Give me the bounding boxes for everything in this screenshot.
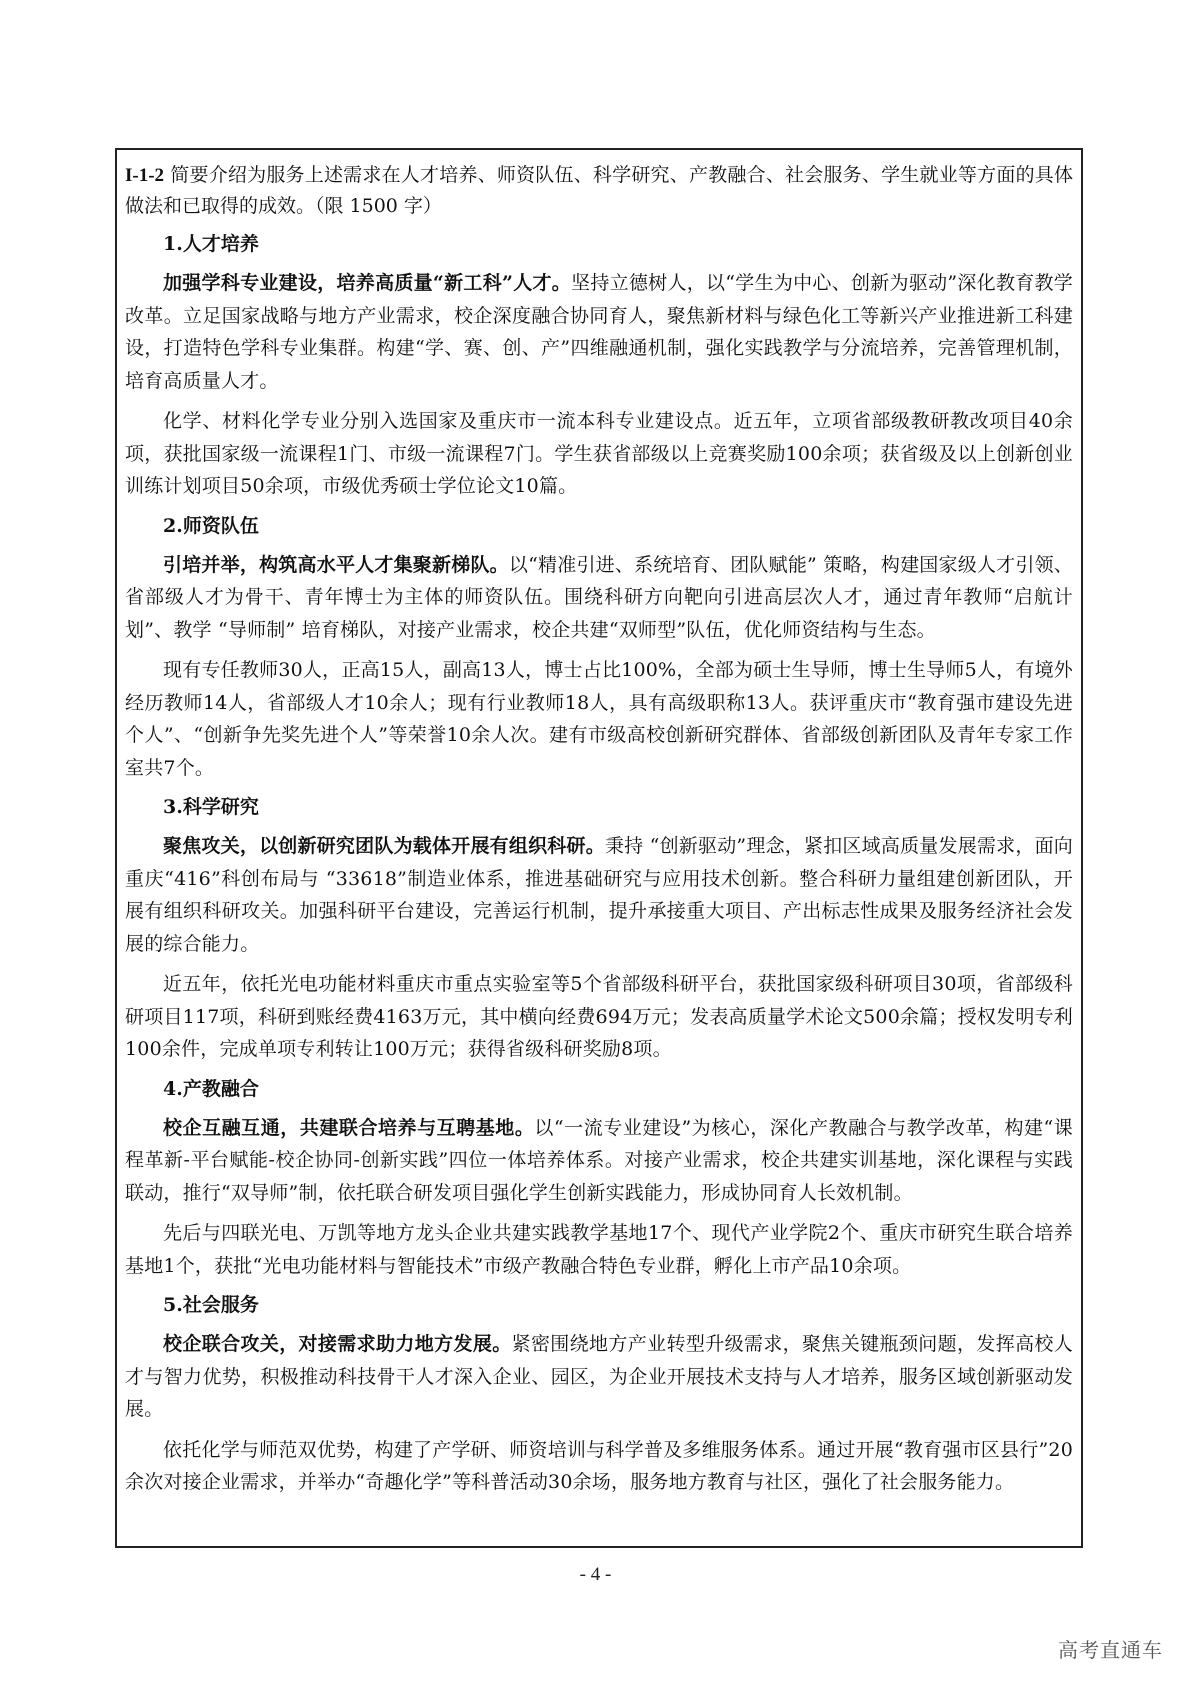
paragraph	[125, 1112, 1073, 1210]
paragraph	[125, 1328, 1073, 1426]
paragraph-lead: 聚焦攻关，以创新研究团队为载体开展有组织科研。	[163, 835, 605, 857]
paragraph	[125, 830, 1073, 960]
paragraph-text: 秉持 “创新驱动”理念，紧扣区域高质量发展需求，面向重庆“416”科创布局与 “33618”制造业体系，推进基础研究与应用技术创新。整合科研力量组建创新团队，开展有组织科研攻关。加强科研平台建设，完善运行机制，提升承接重大项目、产出标志性成果及服务经济社会发展的综合能力。	[125, 835, 1073, 955]
content-box	[115, 148, 1083, 1548]
paragraph	[125, 1434, 1073, 1499]
heading-faculty: 2.师资队伍	[163, 514, 259, 537]
paragraph-lead: 校企互融互通，共建联合培养与互聘基地。	[163, 1116, 535, 1139]
heading-industry-integration: 4.产教融合	[163, 1077, 259, 1100]
paragraph-text: 现有专任教师30人，正高15人，副高13人，博士占比100%，全部为硕士生导师，博士生导师5人，有境外经历教师14人，省部级人才10余人；现有行业教师18人，具有高级职称13人。获评重庆市“教育强市建设先进个人”、“创新争先奖先进个人”等荣誉10余人次。建有市级高校创新研究群体、省部级创新团队及青年专家工作室共7个。	[125, 659, 1073, 779]
paragraph-lead: 校企联合攻关，对接需求助力地方发展。	[163, 1333, 512, 1355]
paragraph-lead: 加强学科专业建设，培养高质量“新工科”人才。	[163, 272, 572, 294]
paragraph	[125, 1217, 1073, 1282]
paragraph-text: 依托化学与师范双优势，构建了产学研、师资培训与科学普及多维服务体系。通过开展“教育强市区县行”20余次对接企业需求，并举办“奇趣化学”等科普活动30余场，服务地方教育与社区，强化了社会服务能力。	[125, 1438, 1073, 1493]
heading-research: 3.科学研究	[163, 796, 259, 818]
watermark-text: 高考直通车	[1058, 1638, 1163, 1662]
paragraph-lead: 引培并举，构筑高水平人才集聚新梯队。	[163, 553, 509, 576]
section-intro-text: 简要介绍为服务上述需求在人才培养、师资队伍、科学研究、产教融合、社会服务、学生就业等方面的具体做法和已取得的成效。（限 1500 字）	[125, 164, 1073, 217]
paragraph	[125, 968, 1073, 1066]
paragraph-text: 坚持立德树人，以“学生为中心、创新为驱动”深化教育教学改革。立足国家战略与地方产业需求，校企深度融合协同育人，聚焦新材料与绿色化工等新兴产业推进新工科建设，打造特色学科专业集群。构建“学、赛、创、产”四维融通机制，强化实践教学与分流培养，完善管理机制，培育高质量人才。	[125, 272, 1073, 392]
paragraph-text: 以“一流专业建设”为核心，深化产教融合与教学改革，构建“课程革新-平台赋能-校企协同-创新实践”四位一体培养体系。对接产业需求，校企共建实训基地，深化课程与实践联动，推行“双导师”制，依托联合研发项目强化学生创新实践能力，形成协同育人长效机制。	[125, 1116, 1073, 1204]
heading-talent-cultivation: 1.人才培养	[163, 233, 259, 255]
section-intro	[125, 160, 1073, 221]
page-number: - 4 -	[579, 1564, 612, 1585]
paragraph	[125, 405, 1073, 503]
paragraph-text: 近五年，依托光电功能材料重庆市重点实验室等5个省部级科研平台，获批国家级科研项目30项，省部级科研项目117项，科研到账经费4163万元，其中横向经费694万元；发表高质量学术论文500余篇；授权发明专利100余件，完成单项专利转让100万元；获得省级科研奖励8项。	[125, 973, 1073, 1060]
paragraph	[125, 267, 1073, 397]
paragraph	[125, 549, 1073, 647]
paragraph-text: 紧密围绕地方产业转型升级需求，聚焦关键瓶颈问题，发挥高校人才与智力优势，积极推动科技骨干人才深入企业、园区，为企业开展技术支持与人才培养，服务区域创新驱动发展。	[125, 1333, 1073, 1420]
section-code: I-1-2	[125, 165, 165, 186]
paragraph	[125, 654, 1073, 784]
paragraph-text: 化学、材料化学专业分别入选国家及重庆市一流本科专业建设点。近五年，立项省部级教研教改项目40余项，获批国家级一流课程1门、市级一流课程7门。学生获省部级以上竞赛奖励100余项；获省级及以上创新创业训练计划项目50余项，市级优秀硕士学位论文10篇。	[125, 410, 1073, 497]
heading-social-service: 5.社会服务	[163, 1294, 259, 1316]
paragraph-text: 先后与四联光电、万凯等地方龙头企业共建实践教学基地17个、现代产业学院2个、重庆市研究生联合培养基地1个，获批“光电功能材料与智能技术”市级产教融合特色专业群，孵化上市产品10余项。	[125, 1222, 1073, 1277]
paragraph-text: 以“精准引进、系统培育、团队赋能” 策略，构建国家级人才引领、省部级人才为骨干、青年博士为主体的师资队伍。围绕科研方向靶向引进高层次人才，通过青年教师“启航计划”、教学 “导师制” 培育梯队，对接产业需求，校企共建“双师型”队伍，优化师资结构与生态。	[125, 553, 1074, 641]
